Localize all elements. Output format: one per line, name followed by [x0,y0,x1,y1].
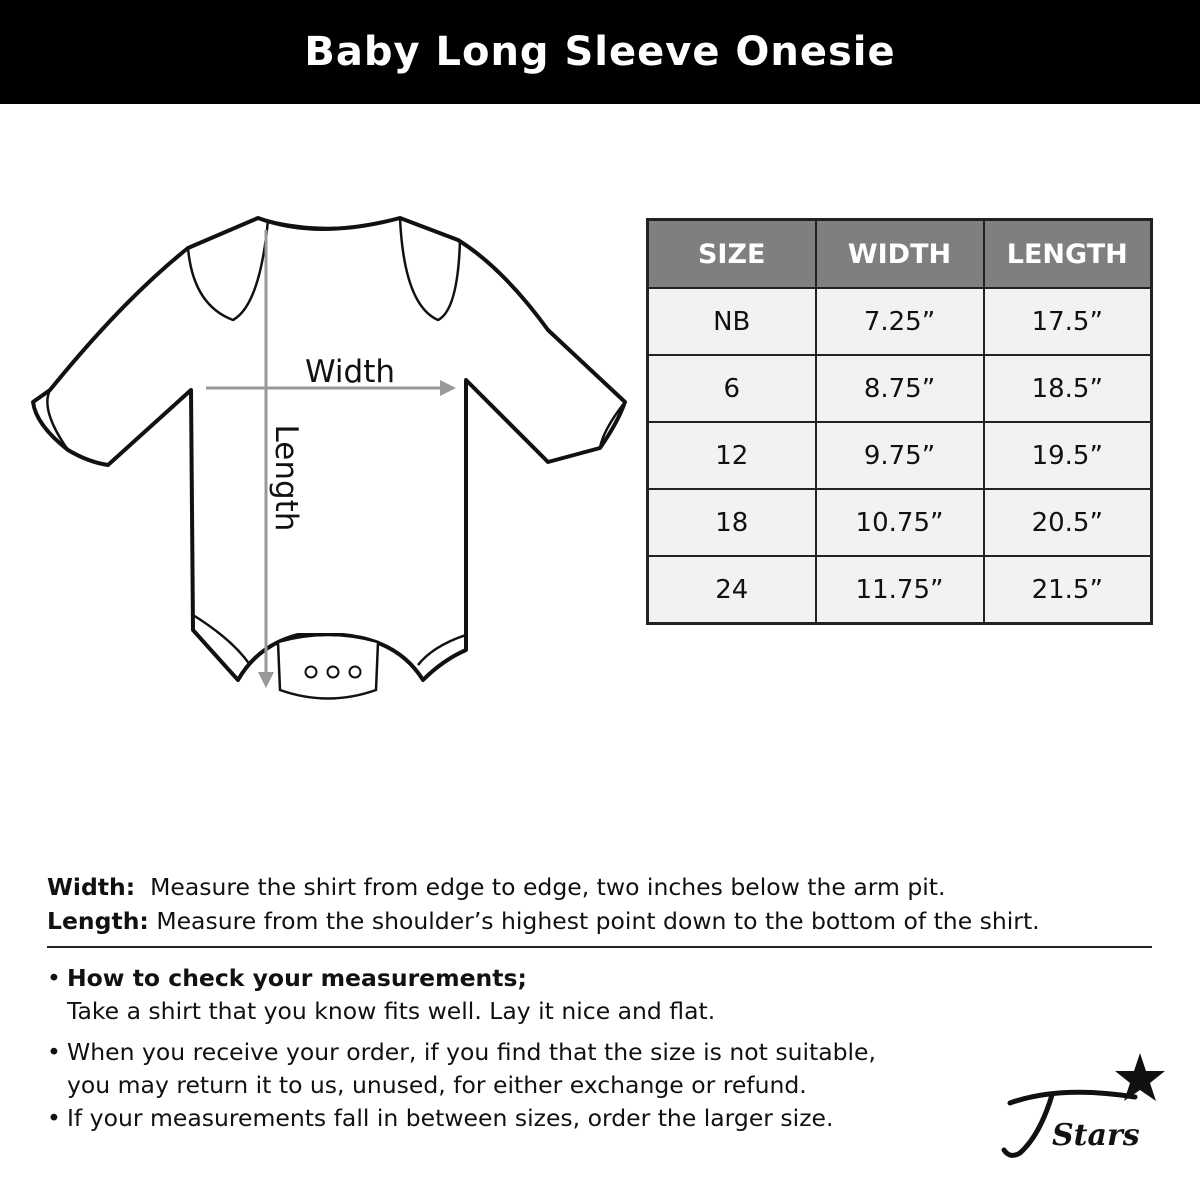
note-return [47,1036,876,1102]
note-check [47,962,876,1028]
length-arrow-head [258,672,274,688]
note-check-text: Take a shirt that you know fits well. Lay it nice and flat. [67,997,716,1025]
bullet: • [47,964,61,992]
divider [47,946,1152,948]
width-definition [47,870,1040,904]
size-cell: 18 [648,489,816,556]
table-row [648,288,1152,355]
note-return-line1: When you receive your order, if you find that the size is not suitable, [67,1038,876,1066]
width-cell: 8.75” [816,355,984,422]
length-definition [47,904,1040,938]
note-between-text: If your measurements fall in between sizes, order the larger size. [67,1104,834,1132]
length-cell: 19.5” [984,422,1152,489]
svg-text:Stars: Stars [1052,1118,1140,1153]
measurement-notes [47,962,876,1135]
table-row [648,355,1152,422]
width-cell: 11.75” [816,556,984,624]
length-label: Length [268,424,304,532]
onesie-diagram [28,210,628,710]
length-cell: 21.5” [984,556,1152,624]
note-return-line2: you may return it to us, unused, for either exchange or refund. [67,1071,807,1099]
col-header-length: LENGTH [984,220,1152,289]
length-term: Length: [47,907,149,935]
width-cell: 10.75” [816,489,984,556]
measurement-definitions [47,870,1040,938]
size-cell: 24 [648,556,816,624]
tstars-logo [990,1045,1170,1165]
page-header [0,0,1200,104]
table-row [648,489,1152,556]
width-description: Measure the shirt from edge to edge, two inches below the arm pit. [150,873,946,901]
onesie-outline [33,218,625,680]
table-row [648,422,1152,489]
length-cell: 18.5” [984,355,1152,422]
width-cell: 7.25” [816,288,984,355]
note-check-heading: How to check your measurements; [67,964,527,992]
size-cell: 6 [648,355,816,422]
col-header-size: SIZE [648,220,816,289]
length-cell: 20.5” [984,489,1152,556]
table-header-row [648,220,1152,289]
note-between [47,1102,876,1135]
length-description: Measure from the shoulder’s highest point down to the bottom of the shirt. [156,907,1040,935]
width-cell: 9.75” [816,422,984,489]
size-cell: NB [648,288,816,355]
width-term: Width: [47,873,136,901]
table-row [648,556,1152,624]
bullet: • [47,1104,61,1132]
size-cell: 12 [648,422,816,489]
width-label: Width [304,354,396,390]
col-header-width: WIDTH [816,220,984,289]
length-cell: 17.5” [984,288,1152,355]
page-title: Baby Long Sleeve Onesie [304,29,896,75]
size-chart-table [646,218,1153,625]
bullet: • [47,1038,61,1066]
